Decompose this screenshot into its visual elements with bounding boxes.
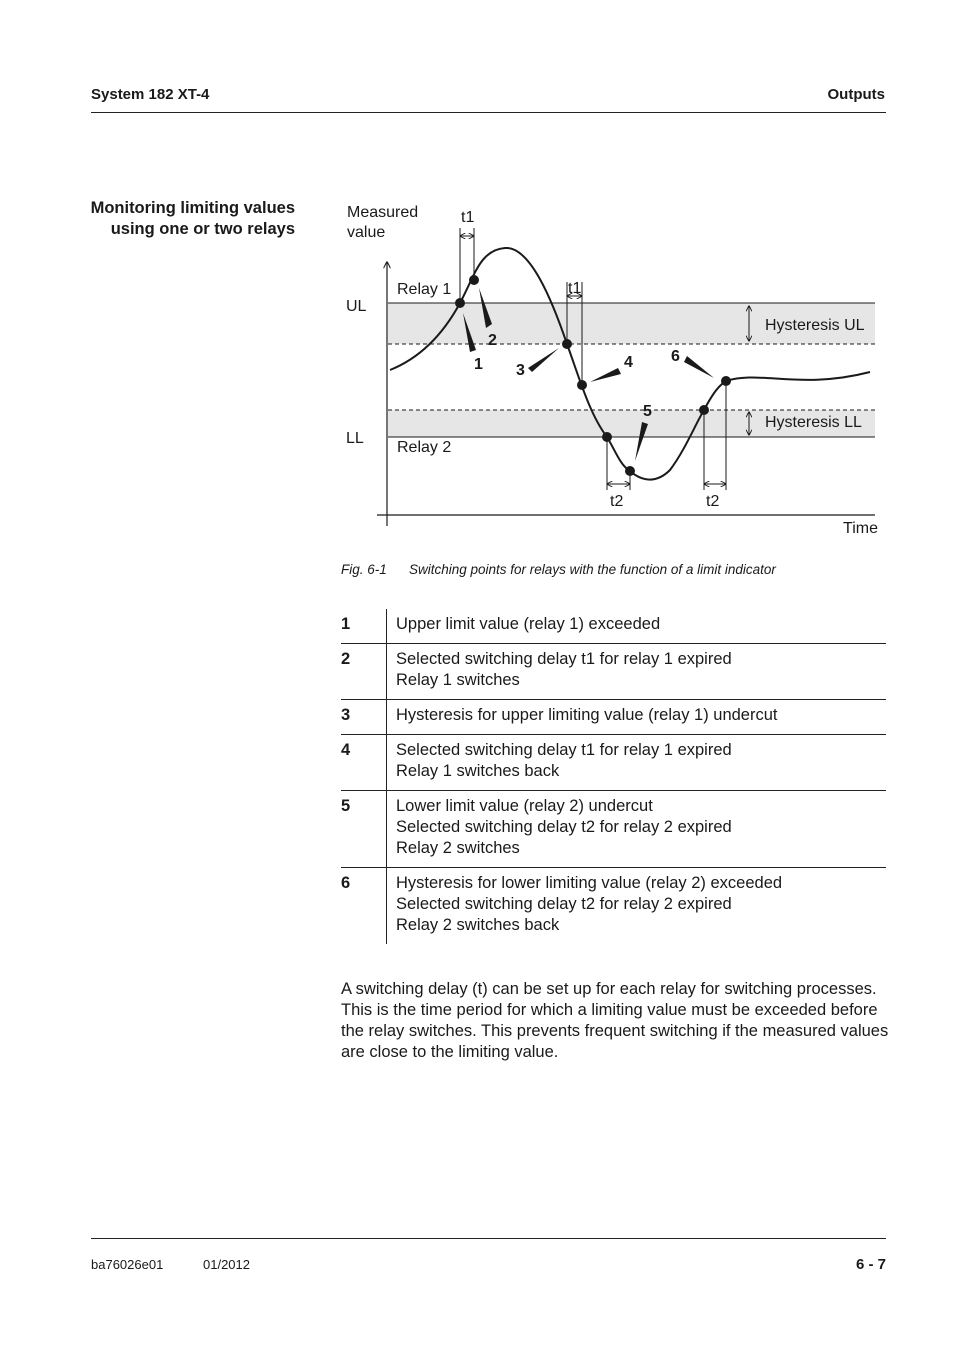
legend-row bbox=[341, 700, 886, 735]
legend-table bbox=[341, 609, 886, 944]
legend-description bbox=[387, 735, 887, 791]
legend-description bbox=[387, 791, 887, 868]
point-3-dot bbox=[562, 339, 572, 349]
y-axis-label-line1: Measured bbox=[347, 204, 419, 221]
hysteresis-ul-label: Hysteresis UL bbox=[765, 317, 865, 334]
point-2-dot bbox=[469, 275, 479, 285]
legend-row bbox=[341, 735, 886, 791]
point-6-number: 6 bbox=[671, 348, 680, 365]
ul-label: UL bbox=[346, 298, 367, 315]
header-document-title: System 182 XT-4 bbox=[91, 86, 210, 103]
point-6a-dot bbox=[699, 405, 709, 415]
legend-line: Lower limit value (relay 2) undercut bbox=[396, 797, 653, 815]
t1-label-upper: t1 bbox=[461, 209, 475, 226]
legend-line: Selected switching delay t1 for relay 1 expired bbox=[396, 650, 732, 668]
body-paragraph: A switching delay (t) can be set up for each relay for switching processes. This is the time period for which a limiting value must be exceeded before the relay switches. This prevents frequent switching if the measured values are close to the limiting value. bbox=[341, 980, 889, 1061]
legend-number: 2 bbox=[341, 644, 387, 700]
t2-label-left: t2 bbox=[610, 493, 624, 510]
hysteresis-ll-label: Hysteresis LL bbox=[765, 414, 862, 431]
page-number: 6 - 7 bbox=[855, 1256, 886, 1273]
figure-number: Fig. 6-1 bbox=[341, 562, 387, 577]
relay2-label: Relay 2 bbox=[397, 439, 452, 456]
legend-number: 3 bbox=[341, 700, 387, 735]
t2-label-right: t2 bbox=[706, 493, 720, 510]
legend-line: Upper limit value (relay 1) exceeded bbox=[396, 615, 661, 633]
point-4-dot bbox=[577, 380, 587, 390]
legend-row bbox=[341, 609, 886, 644]
legend-description bbox=[387, 868, 887, 945]
figure-caption bbox=[341, 562, 776, 577]
footer-rule bbox=[91, 1238, 886, 1239]
relay1-label: Relay 1 bbox=[397, 281, 452, 298]
y-axis-label-line2: value bbox=[347, 224, 386, 241]
legend-line: Selected switching delay t1 for relay 1 expired bbox=[396, 741, 732, 759]
point-1-number: 1 bbox=[474, 356, 483, 373]
point-3-number: 3 bbox=[516, 362, 525, 379]
legend-number: 6 bbox=[341, 868, 387, 945]
legend-line: Relay 2 switches bbox=[396, 839, 520, 857]
point-5a-dot bbox=[602, 432, 612, 442]
pointer-4 bbox=[590, 368, 621, 382]
legend-line: Selected switching delay t2 for relay 2 expired bbox=[396, 895, 732, 913]
point-1-dot bbox=[455, 298, 465, 308]
legend-description bbox=[387, 644, 887, 700]
legend-row bbox=[341, 791, 886, 868]
point-2-number: 2 bbox=[488, 332, 497, 349]
legend-number: 1 bbox=[341, 609, 387, 644]
pointer-6 bbox=[684, 356, 714, 378]
header-chapter-title: Outputs bbox=[827, 86, 885, 103]
point-6b-dot bbox=[721, 376, 731, 386]
legend-number: 4 bbox=[341, 735, 387, 791]
legend-line: Hysteresis for upper limiting value (relay 1) undercut bbox=[396, 706, 778, 724]
legend-line: Relay 1 switches back bbox=[396, 762, 560, 780]
legend-row bbox=[341, 644, 886, 700]
legend-description bbox=[387, 609, 887, 644]
x-axis-label: Time bbox=[843, 520, 878, 537]
pointer-3 bbox=[528, 348, 559, 372]
t1-label-lower: t1 bbox=[568, 280, 582, 297]
legend-line: Relay 1 switches bbox=[396, 671, 520, 689]
header-rule bbox=[91, 112, 886, 113]
footer-date: 01/2012 bbox=[203, 1257, 250, 1272]
point-5-number: 5 bbox=[643, 403, 652, 420]
footer-document-number: ba76026e01 bbox=[91, 1257, 164, 1272]
legend-line: Hysteresis for lower limiting value (relay 2) exceeded bbox=[396, 874, 783, 892]
legend-line: Relay 2 switches back bbox=[396, 916, 560, 934]
legend-description bbox=[387, 700, 887, 735]
point-4-number: 4 bbox=[624, 354, 633, 371]
legend-row bbox=[341, 868, 886, 945]
section-heading: Monitoring limiting values using one or two relays bbox=[90, 199, 295, 238]
legend-number: 5 bbox=[341, 791, 387, 868]
relay-switching-diagram bbox=[330, 190, 890, 550]
point-5b-dot bbox=[625, 466, 635, 476]
legend-line: Selected switching delay t2 for relay 2 expired bbox=[396, 818, 732, 836]
ll-label: LL bbox=[346, 430, 364, 447]
figure-caption-text: Switching points for relays with the function of a limit indicator bbox=[409, 562, 776, 577]
